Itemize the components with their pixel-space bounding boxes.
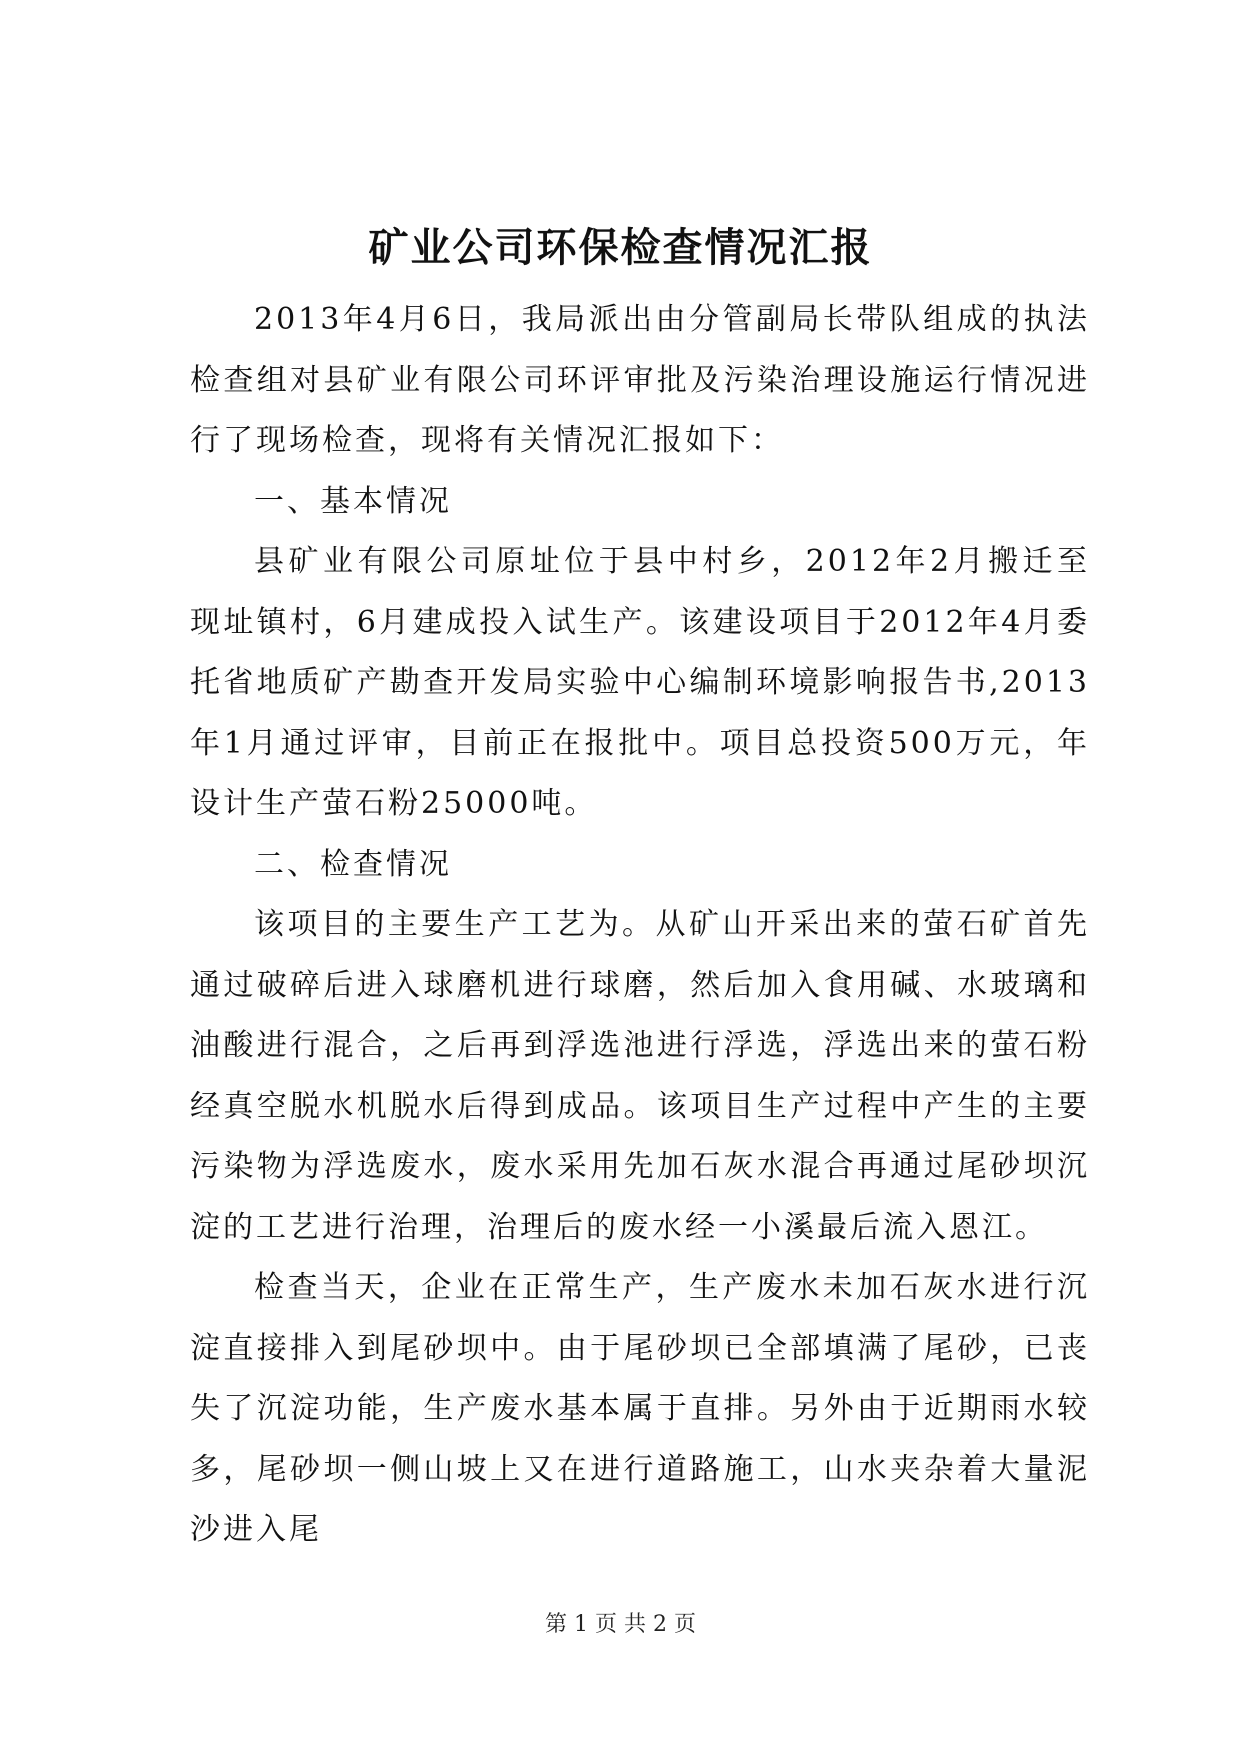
paragraph-basic-info: 县矿业有限公司原址位于县中村乡，2012年2月搬迁至现址镇村，6月建成投入试生产。该建设项目于2012年4月委托省地质矿产勘查开发局实验中心编制环境影响报告书,2013年1月通过评审，目前正在报批中。项目总投资500万元，年设计生产萤石粉25000吨。 <box>190 544 1090 821</box>
document-title: 矿业公司环保检查情况汇报 <box>368 224 873 271</box>
section-heading-inspection: 二、检查情况 <box>254 846 452 882</box>
page-number-footer: 第 1 页 共 2 页 <box>545 1612 696 1637</box>
paragraph-inspection-day: 检查当天，企业在正常生产，生产废水未加石灰水进行沉淀直接排入到尾砂坝中。由于尾砂坝已全部填满了尾砂，已丧失了沉淀功能，生产废水基本属于直排。另外由于近期雨水较多，尾砂坝一侧山坡上又在进行道路施工，山水夹杂着大量泥沙进入尾 <box>190 1270 1090 1547</box>
paragraph-intro: 2013年4月6日，我局派出由分管副局长带队组成的执法检查组对县矿业有限公司环评审批及污染治理设施运行情况进行了现场检查，现将有关情况汇报如下： <box>190 302 1090 458</box>
document-body <box>190 290 1090 1561</box>
paragraph-process: 该项目的主要生产工艺为。从矿山开采出来的萤石矿首先通过破碎后进入球磨机进行球磨，然后加入食用碱、水玻璃和油酸进行混合，之后再到浮选池进行浮选，浮选出来的萤石粉经真空脱水机脱水后得到成品。该项目生产过程中产生的主要污染物为浮选废水，废水采用先加石灰水混合再通过尾砂坝沉淀的工艺进行治理，治理后的废水经一小溪最后流入恩江。 <box>190 907 1090 1245</box>
section-heading-basic-info: 一、基本情况 <box>254 483 452 519</box>
